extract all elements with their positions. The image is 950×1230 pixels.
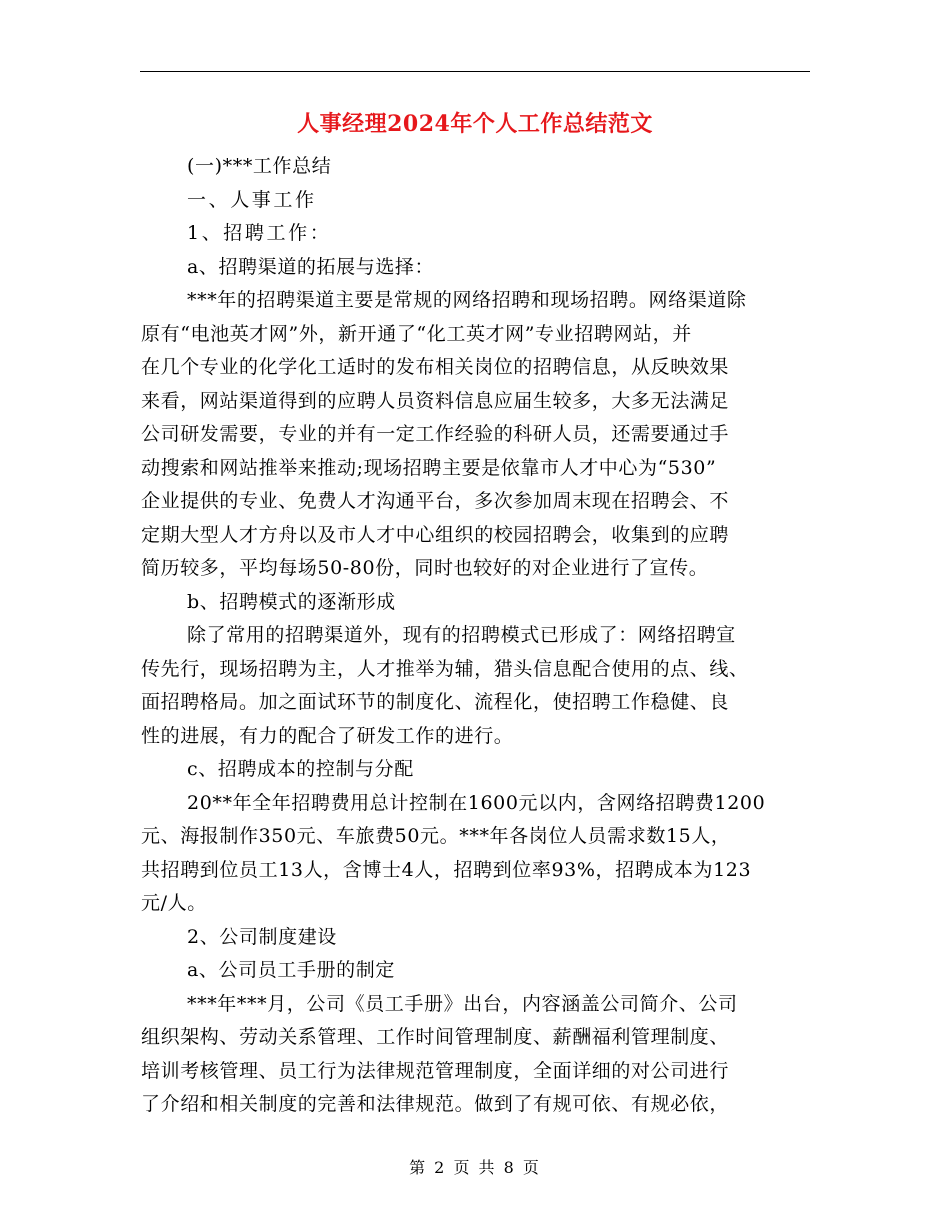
- document-title: 人事经理2024年个人工作总结范文: [297, 111, 653, 137]
- paragraph-line: a、公司员工手册的制定: [187, 959, 395, 981]
- paragraph-line: 在几个专业的化学化工适时的发布相关岗位的招聘信息，从反映效果: [141, 356, 730, 378]
- paragraph-line: ***年的招聘渠道主要是常规的网络招聘和现场招聘。网络渠道除: [187, 289, 747, 311]
- paragraph-line: 来看，网站渠道得到的应聘人员资料信息应届生较多，大多无法满足: [141, 389, 730, 412]
- paragraph-line: 面招聘格局。加之面试环节的制度化、流程化，使招聘工作稳健、良: [141, 691, 730, 713]
- paragraph-line: a、招聘渠道的拓展与选择：: [187, 255, 435, 278]
- paragraph-line: 定期大型人才方舟以及市人才中心组织的校园招聘会，收集到的应聘: [141, 523, 730, 546]
- paragraph-line: 1、招聘工作：: [187, 222, 332, 244]
- paragraph-line: 共招聘到位员工13人，含博士4人，招聘到位率93%，招聘成本为123: [141, 858, 752, 881]
- paragraph-line: 传先行，现场招聘为主，人才推举为辅，猎头信息配合使用的点、线、: [141, 657, 749, 680]
- paragraph-line: 元/人。: [141, 892, 207, 914]
- paragraph-line: ***年***月，公司《员工手册》出台，内容涵盖公司简介、公司: [187, 992, 738, 1015]
- paragraph-line: 公司研发需要，专业的并有一定工作经验的科研人员，还需要通过手: [141, 423, 730, 445]
- header-rule: [140, 71, 810, 72]
- paragraph-line: 培训考核管理、员工行为法律规范管理制度，全面详细的对公司进行: [141, 1059, 730, 1082]
- paragraph-line: 除了常用的招聘渠道外，现有的招聘模式已形成了：网络招聘宣: [187, 624, 736, 646]
- paragraph-line: 元、海报制作350元、车旅费50元。***年各岗位人员需求数15人，: [141, 825, 731, 847]
- paragraph-line: (一)***工作总结: [187, 155, 332, 177]
- paragraph-line: 简历较多，平均每场50-80份，同时也较好的对企业进行了宣传。: [141, 557, 709, 579]
- document-body: [141, 150, 811, 1122]
- paragraph-line: 一、人事工作: [187, 188, 317, 211]
- paragraph-line: 组织架构、劳动关系管理、工作时间管理制度、薪酬福利管理制度、: [141, 1026, 730, 1048]
- paragraph-line: b、招聘模式的逐渐形成: [187, 590, 396, 613]
- paragraph-line: c、招聘成本的控制与分配: [187, 758, 414, 780]
- page-footer: 第 2 页 共 8 页: [409, 1158, 541, 1177]
- paragraph-line: 企业提供的专业、免费人才沟通平台，多次参加周末现在招聘会、不: [141, 490, 730, 512]
- paragraph-line: 20**年全年招聘费用总计控制在1600元以内，含网络招聘费1200: [187, 791, 766, 814]
- paragraph-line: 了介绍和相关制度的完善和法律规范。做到了有规可依、有规必依，: [141, 1093, 730, 1115]
- paragraph-line: 原有“电池英才网”外，新开通了“化工英才网”专业招聘网站，并: [141, 322, 692, 345]
- paragraph-line: 性的进展，有力的配合了研发工作的进行。: [141, 724, 514, 747]
- paragraph-line: 动搜索和网站推举来推动;现场招聘主要是依靠市人才中心为“530”: [141, 456, 717, 479]
- paragraph-line: 2、公司制度建设: [187, 925, 337, 948]
